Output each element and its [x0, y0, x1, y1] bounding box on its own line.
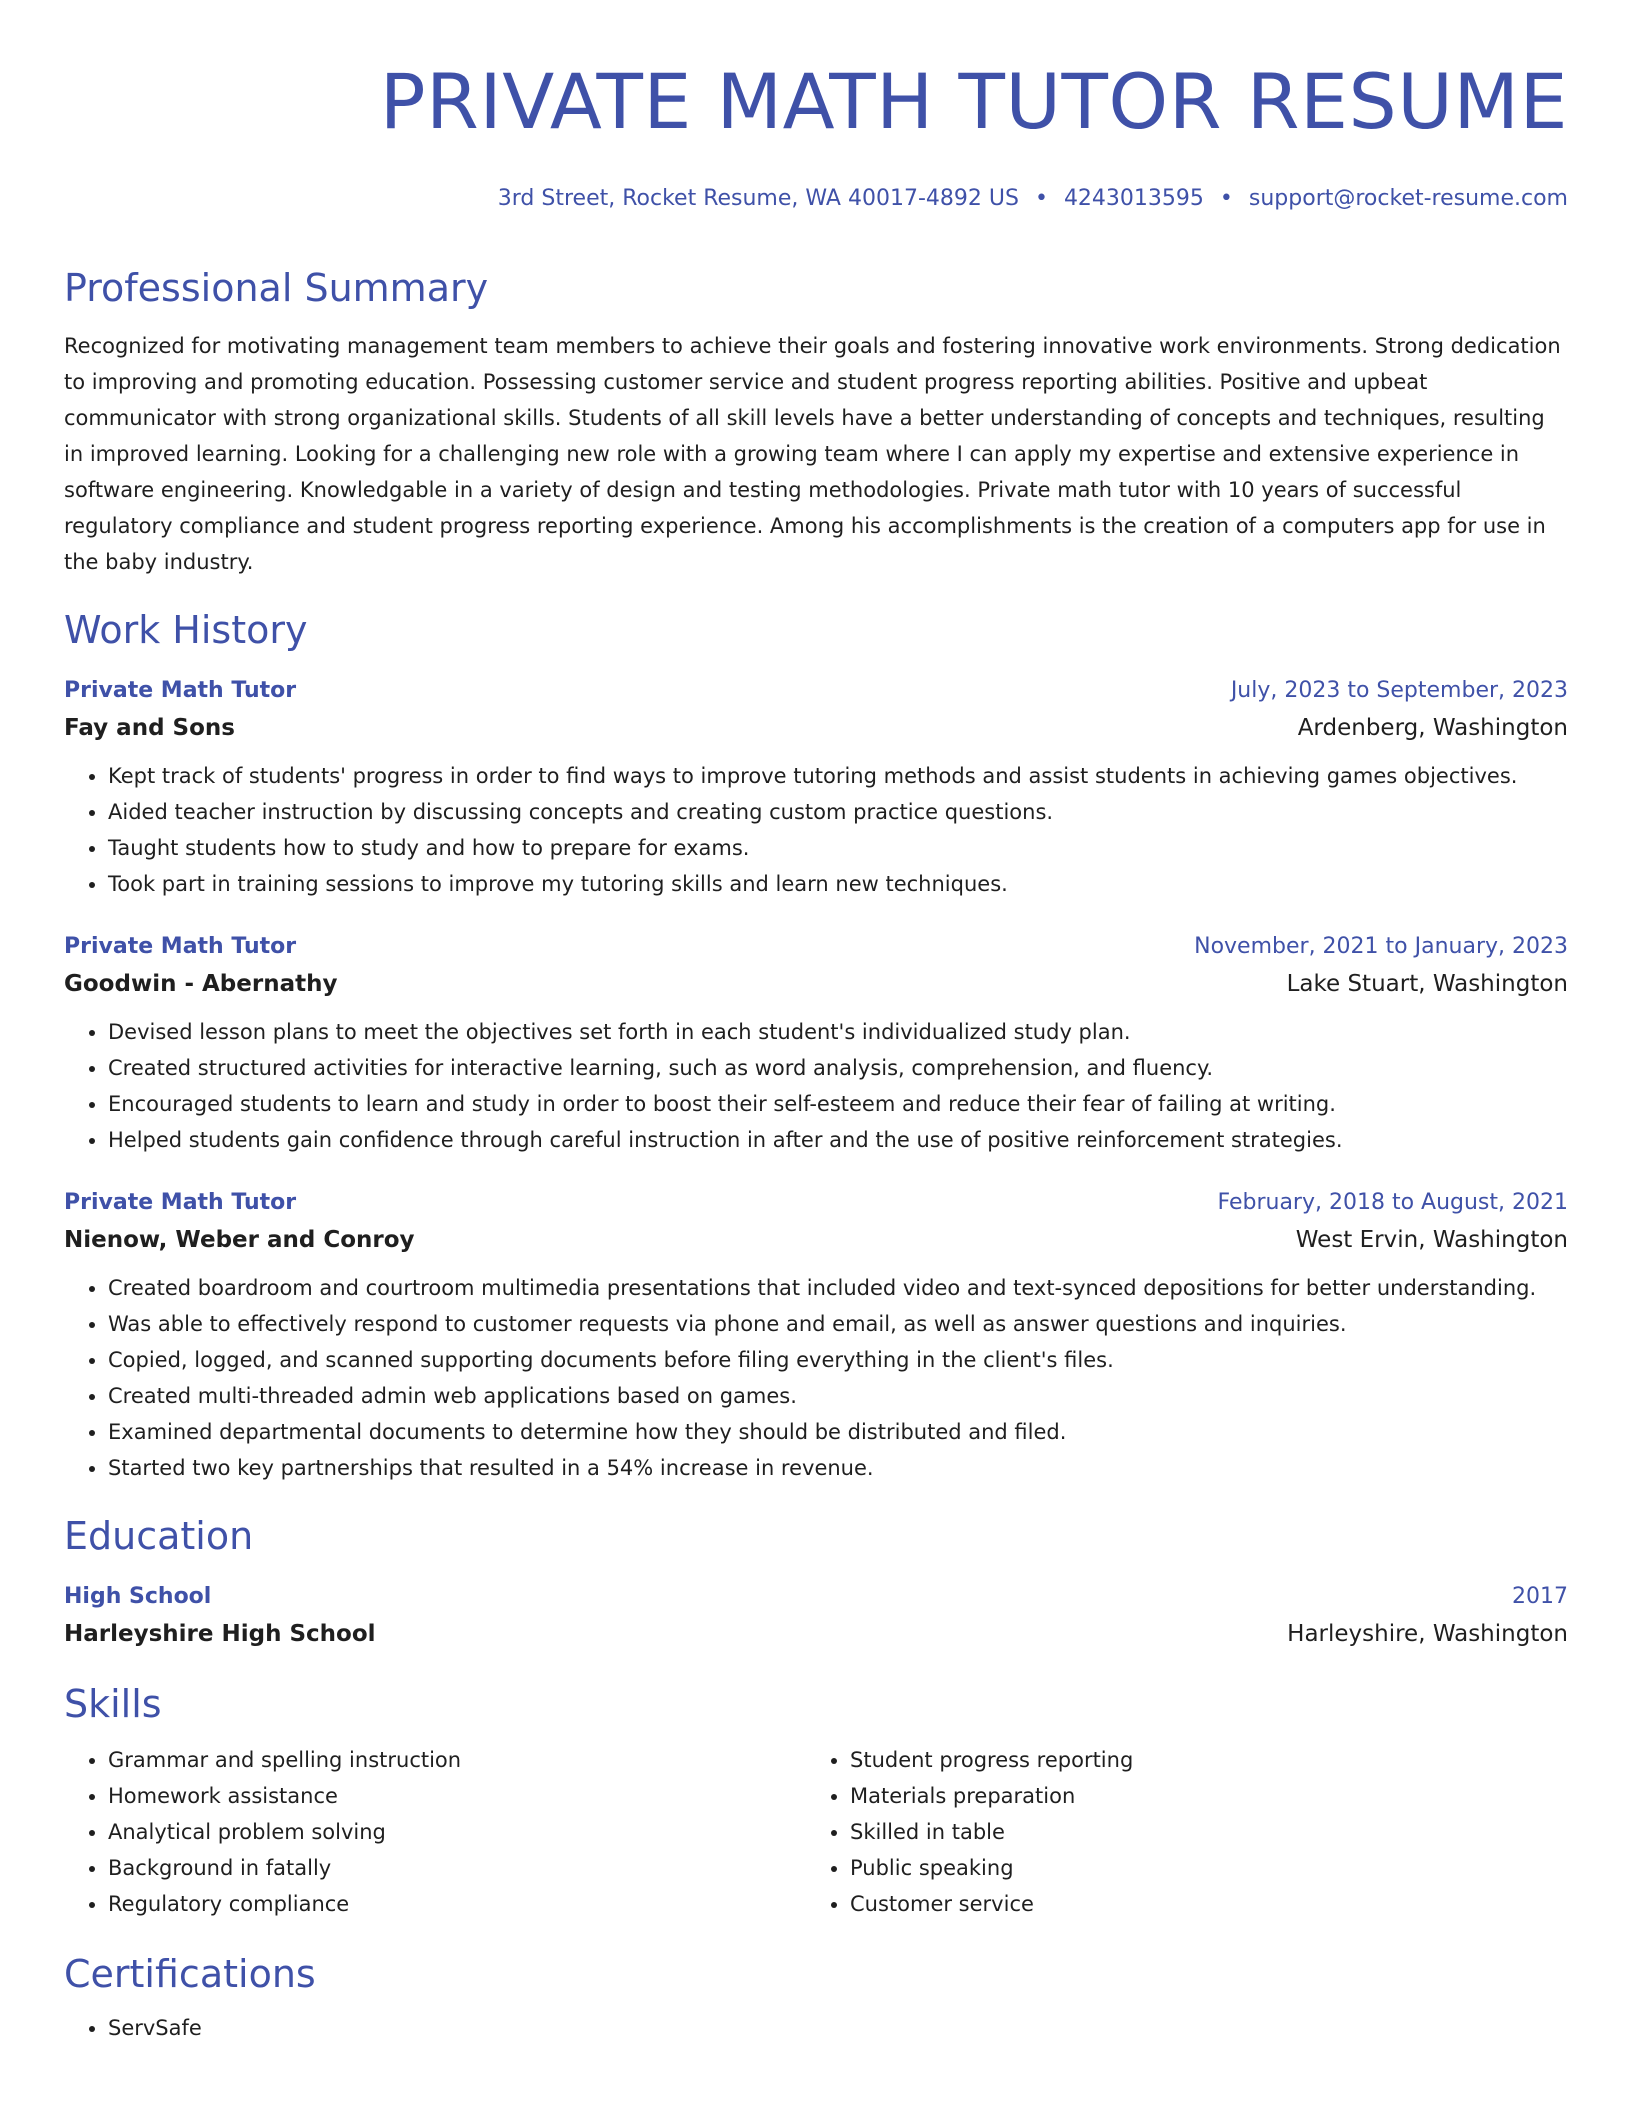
bullet-separator: • — [1219, 186, 1233, 211]
skill-item: • Student progress reporting — [850, 1742, 1548, 1778]
job-company: Goodwin - Abernathy — [64, 971, 338, 997]
job-location: Ardenberg, Washington — [1297, 715, 1568, 741]
job-bullet: • Taught students how to study and how to prepare for exams. — [108, 830, 1568, 866]
contact-line — [64, 184, 1568, 214]
resume-title: PRIVATE MATH TUTOR RESUME — [379, 57, 1568, 146]
job-header-row — [64, 930, 1568, 964]
skills-columns — [64, 1742, 1568, 1922]
job-company-row — [64, 1220, 1568, 1260]
job-bullet: • Created boardroom and courtroom multimedia presentations that included video and text-synced depositions for better understanding. — [108, 1270, 1568, 1306]
job-bullet: • Was able to effectively respond to customer requests via phone and email, as well as answer questions and inquiries. — [108, 1306, 1568, 1342]
job-bullets — [64, 1270, 1568, 1486]
education-year: 2017 — [1512, 1584, 1568, 1609]
summary-text: Recognized for motivating management team members to achieve their goals and fostering innovative work environments. Strong dedication to improving and promoting education. Possessing customer service and student progress reporting abilities. Positive and upbeat communicator with strong organizational skills. Students of all skill levels have a better understanding of concepts and techniques, resulting in improved learning. Looking for a challenging new role with a growing team where I can apply my expertise and extensive experience in software engineering. Knowledgable in a variety of design and testing methodologies. Private math tutor with 10 years of successful regulatory compliance and student progress reporting experience. Among his accomplishments is the creation of a computers app for use in the baby industry. — [64, 334, 1561, 574]
education-heading: Education — [64, 1514, 254, 1558]
address-text: 3rd Street, Rocket Resume, WA 40017-4892 US — [497, 186, 1019, 211]
job-bullet: • Aided teacher instruction by discussing concepts and creating custom practice questions. — [108, 794, 1568, 830]
skills-right-list — [806, 1742, 1548, 1922]
skill-item: • Grammar and spelling instruction — [108, 1742, 806, 1778]
job-bullet: • Encouraged students to learn and study in order to boost their self-esteem and reduce their fear of failing at writing. — [108, 1086, 1568, 1122]
certifications-list — [64, 2010, 1568, 2046]
skills-heading: Skills — [64, 1682, 162, 1726]
skill-item: • Regulatory compliance — [108, 1886, 806, 1922]
summary-heading: Professional Summary — [64, 266, 489, 310]
job-bullet: • Created multi-threaded admin web applications based on games. — [108, 1378, 1568, 1414]
job-bullet: • Examined departmental documents to determine how they should be distributed and filed. — [108, 1414, 1568, 1450]
job-entry — [64, 674, 1568, 902]
job-bullet: • Helped students gain confidence through careful instruction in after and the use of positive reinforcement strategies. — [108, 1122, 1568, 1158]
education-school: Harleyshire High School — [64, 1621, 376, 1647]
job-entry — [64, 1186, 1568, 1486]
education-degree: High School — [64, 1584, 212, 1609]
job-location: West Ervin, Washington — [1295, 1227, 1568, 1253]
job-title: Private Math Tutor — [64, 1190, 297, 1215]
skill-item: • Skilled in table — [850, 1814, 1548, 1850]
education-location: Harleyshire, Washington — [1287, 1621, 1568, 1647]
job-company-row — [64, 964, 1568, 1004]
skill-item: • Public speaking — [850, 1850, 1548, 1886]
job-bullet: • Kept track of students' progress in order to find ways to improve tutoring methods and assist students in achieving games objectives. — [108, 758, 1568, 794]
email-text: support@rocket-resume.com — [1248, 186, 1568, 211]
job-bullets — [64, 1014, 1568, 1158]
work-history-heading: Work History — [64, 608, 308, 652]
job-entry — [64, 930, 1568, 1158]
job-dates: February, 2018 to August, 2021 — [1217, 1190, 1568, 1215]
skill-item: • Materials preparation — [850, 1778, 1548, 1814]
job-header-row — [64, 1186, 1568, 1220]
job-bullet: • Created structured activities for interactive learning, such as word analysis, comprehension, and fluency. — [108, 1050, 1568, 1086]
skill-item: • Background in fatally — [108, 1850, 806, 1886]
job-title: Private Math Tutor — [64, 934, 297, 959]
resume-page — [64, 0, 1568, 2046]
job-company: Nienow, Weber and Conroy — [64, 1227, 415, 1253]
job-bullet: • Devised lesson plans to meet the objectives set forth in each student's individualized study plan. — [108, 1014, 1568, 1050]
education-header-row — [64, 1580, 1568, 1614]
bullet-separator: • — [1034, 186, 1048, 211]
job-dates: November, 2021 to January, 2023 — [1194, 934, 1568, 959]
phone-text: 4243013595 — [1063, 186, 1204, 211]
certification-item: • ServSafe — [108, 2010, 1568, 2046]
job-bullet: • Took part in training sessions to improve my tutoring skills and learn new techniques. — [108, 866, 1568, 902]
skill-item: • Customer service — [850, 1886, 1548, 1922]
education-school-row — [64, 1614, 1568, 1654]
job-bullets — [64, 758, 1568, 902]
job-bullet: • Started two key partnerships that resulted in a 54% increase in revenue. — [108, 1450, 1568, 1486]
skills-left-list — [64, 1742, 806, 1922]
job-bullet: • Copied, logged, and scanned supporting documents before filing everything in the client's files. — [108, 1342, 1568, 1378]
skill-item: • Analytical problem solving — [108, 1814, 806, 1850]
education-entry — [64, 1580, 1568, 1654]
job-company: Fay and Sons — [64, 715, 235, 741]
job-title: Private Math Tutor — [64, 678, 297, 703]
job-location: Lake Stuart, Washington — [1286, 971, 1568, 997]
job-company-row — [64, 708, 1568, 748]
skill-item: • Homework assistance — [108, 1778, 806, 1814]
certifications-heading: Certifications — [64, 1952, 316, 1996]
job-header-row — [64, 674, 1568, 708]
job-dates: July, 2023 to September, 2023 — [1230, 678, 1568, 703]
